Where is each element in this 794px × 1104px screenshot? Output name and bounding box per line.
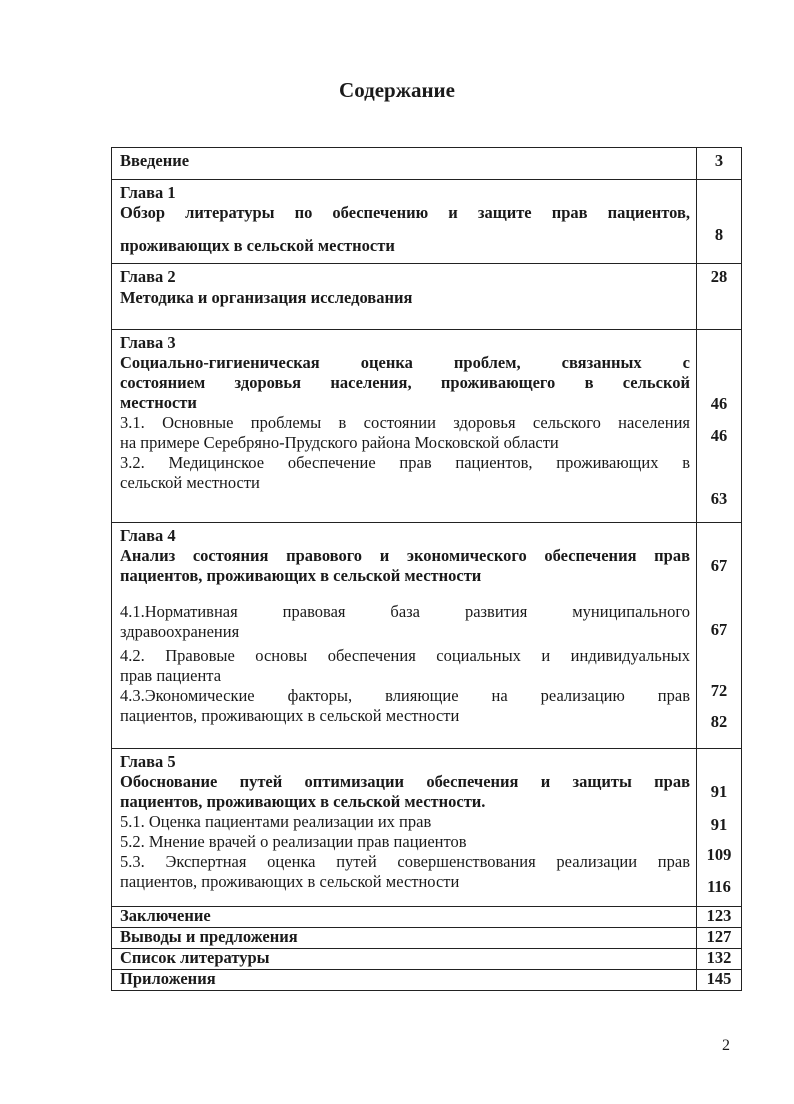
toc-entry-title: Заключение [120,906,211,925]
toc-page-number: 63 [710,489,728,508]
toc-page-references [697,949,742,970]
toc-row-chapter-4 [112,523,742,749]
toc-page-number: 67 [710,556,728,575]
toc-page-number: 46 [710,394,728,413]
section-title-line: здравоохранения [120,622,240,641]
toc-page-number: 46 [710,426,728,445]
chapter-title-line: пациентов, проживающих в сельской местности [120,566,482,585]
toc-page-number: 72 [710,681,728,700]
chapter-title-line: пациентов, проживающих в сельской местности. [120,792,486,811]
toc-page-number: 3 [714,151,724,170]
section-title-line: 5.2. Мнение врачей о реализации прав пациентов [120,832,467,851]
page-number: 2 [722,1037,730,1054]
table-of-contents [111,147,742,991]
chapter-title-line: состоянием здоровья населения, проживающего в сельской [120,373,690,392]
toc-page-number: 91 [710,815,728,834]
toc-entry-title: Список литературы [120,948,270,967]
section-title-line: 4.2. Правовые основы обеспечения социальных и индивидуальных [120,646,690,665]
chapter-heading: Глава 3 [120,333,176,352]
section-title-line: 4.3.Экономические факторы, влияющие на реализацию прав [120,686,690,705]
section-title-line: 3.2. Медицинское обеспечение прав пациентов, проживающих в [120,453,690,472]
toc-entry-appendices[interactable] [112,970,697,991]
chapter-title-line: Методика и организация исследования [120,288,413,307]
toc-entry-chapter-4[interactable] [112,523,697,749]
toc-row-intro [112,148,742,180]
toc-page-number: 132 [706,948,732,967]
toc-row-conclusion [112,907,742,928]
toc-row-appendices [112,970,742,991]
toc-row-chapter-2 [112,264,742,330]
toc-page-chapter-5 [697,749,742,907]
chapter-heading: Глава 5 [120,752,176,771]
toc-page-number: 67 [710,620,728,639]
toc-page-findings [697,928,742,949]
section-title-line: 5.3. Экспертная оценка путей совершенствования реализации прав [120,852,690,871]
page-title: Содержание [339,78,455,102]
chapter-title-line: Обоснование путей оптимизации обеспечения и защиты прав [120,772,690,791]
section-title-line: прав пациента [120,666,222,685]
section-title-line: 3.1. Основные проблемы в состоянии здоровья сельского населения [120,413,690,432]
section-title-line: пациентов, проживающих в сельской местности [120,706,460,725]
toc-row-findings [112,928,742,949]
toc-page-chapter-2 [697,264,742,330]
chapter-heading: Глава 4 [120,526,176,545]
toc-entry-title: Введение [120,151,190,170]
chapter-heading: Глава 1 [120,183,176,202]
chapter-heading: Глава 2 [120,267,176,286]
toc-page-number: 28 [710,267,728,286]
toc-page-number: 109 [706,845,732,864]
toc-entry-conclusion[interactable] [112,907,697,928]
toc-page-chapter-3 [697,330,742,523]
toc-page-number: 145 [706,969,732,988]
toc-entry-title: Приложения [120,969,216,988]
toc-page-number: 8 [714,225,724,244]
section-title-line: сельской местности [120,473,260,492]
toc-entry-chapter-2[interactable] [112,264,697,330]
toc-entry-chapter-3[interactable] [112,330,697,523]
toc-page-conclusion [697,907,742,928]
toc-page-number: 127 [706,927,732,946]
toc-page-number: 91 [710,782,728,801]
toc-row-chapter-3 [112,330,742,523]
toc-page-chapter-1 [697,180,742,264]
toc-entry-chapter-1[interactable] [112,180,697,264]
toc-page-number: 116 [707,877,731,896]
toc-entry-findings[interactable] [112,928,697,949]
chapter-title-line: Анализ состояния правового и экономического обеспечения прав [120,546,690,565]
chapter-title-line: Обзор литературы по обеспечению и защите прав пациентов, [120,203,690,222]
chapter-title-line: проживающих в сельской местности [120,236,395,255]
toc-row-chapter-1 [112,180,742,264]
toc-page-appendices [697,970,742,991]
toc-page-chapter-4 [697,523,742,749]
toc-row-references [112,949,742,970]
toc-row-chapter-5 [112,749,742,907]
toc-page-number: 123 [706,906,732,925]
toc-page-intro [697,148,742,180]
toc-entry-chapter-5[interactable] [112,749,697,907]
section-title-line: пациентов, проживающих в сельской местности [120,872,460,891]
section-title-line: 4.1.Нормативная правовая база развития муниципального [120,602,690,621]
chapter-title-line: Социально-гигиеническая оценка проблем, связанных с [120,353,690,372]
toc-entry-intro[interactable] [112,148,697,180]
section-title-line: 5.1. Оценка пациентами реализации их прав [120,812,432,831]
toc-entry-title: Выводы и предложения [120,927,298,946]
chapter-title-line: местности [120,393,197,412]
section-title-line: на примере Серебряно-Прудского района Московской области [120,433,559,452]
toc-entry-references[interactable] [112,949,697,970]
toc-page-number: 82 [710,712,728,731]
